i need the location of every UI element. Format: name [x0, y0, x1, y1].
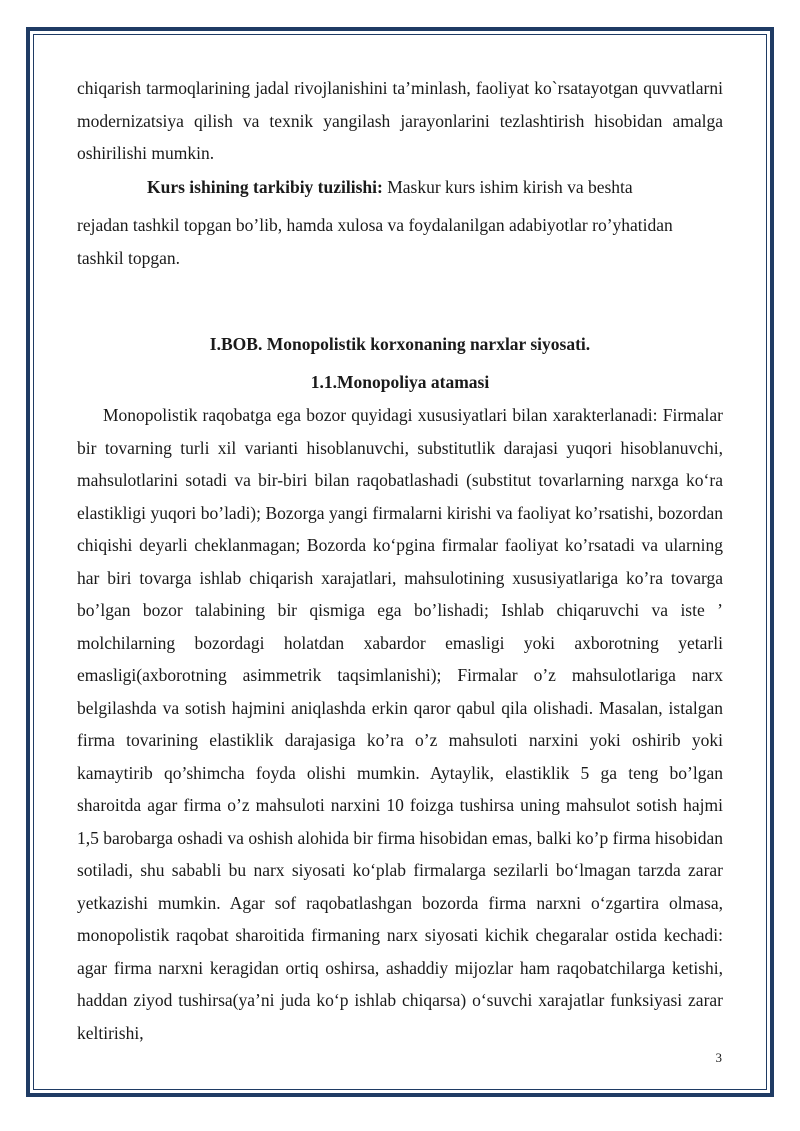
- document-body: [77, 72, 723, 1049]
- structure-continuation: rejadan tashkil topgan bo’lib, hamda xulosa va foydalanilgan adabiyotlar ro’yhatidan tashkil topgan.: [77, 215, 673, 268]
- main-paragraph: Monopolistik raqobatga ega bozor quyidagi xususiyatlari bilan xarakterlanadi: Firmalar bir tovarning turli xil varianti hisoblanuvchi, substitutlik darajasi yuqori hisoblanuvchi, mahsulotlarini sotadi va bir-biri bilan raqobatlashadi (substitut tovarlarning narxga ko‘ra elastikligi yuqori bo’ladi); Bozorga yangi firmalarni kirishi va faoliyat ko’rsatishi, bozordan chiqishi deyarli cheklanmagan; Bozorda ko‘pgina firmalar faoliyat ko’rsatadi va ularning har biri tovarga ishlab chiqarish xarajatlari, mahsulotining xususiyatlariga ko’ra tovarga bo’lgan bozor talabining bir qismiga ega bo’lishadi; Ishlab chiqaruvchi va iste ’ molchilarning bozordagi holatdan xabardor emasligi yoki axborotning yetarli emasligi(axborotning asimmetrik taqsimlanishi); Firmalar o’z mahsulotlariga narx belgilashda va sotish hajmini aniqlashda erkin qaror qabul qila olishadi. Masalan, istalgan firma tovarining elastiklik darajasiga ko’ra o’z mahsuloti narxini yoki oshirib yoki kamaytirib qo’shimcha foyda olishi mumkin. Aytaylik, elastiklik 5 ga teng bo’lgan sharoitda agar firma o’z mahsuloti narxini 10 foizga tushirsa uning mahsulot sotish hajmi 1,5 barobarga oshadi va oshish alohida bir firma hisobidan emas, balki ko’p firma hisobidan sotiladi, shu sababli bu narx siyosati ko‘plab firmalarga sezilarli bo‘lmagan tarzda zarar yetkazishi mumkin. Agar sof raqobatlashgan bozorda firma narxni o‘zgartira olmasa, monopolistik raqobat sharoitida firmaning narx siyosati kichik chegaralar ostida kechadi: agar firma narxni keragidan ortiq oshirsa, ashaddiy mijozlar ham raqobatchilarga ketishi, haddan ziyod tushirsa(ya’ni juda ko‘p ishlab chiqarsa) o‘suvchi xarajatlar funksiyasi zarar keltirishi,: [77, 405, 723, 1043]
- section-heading: 1.1.Monopoliya atamasi: [310, 371, 490, 392]
- structure-text: Maskur kurs ishim kirish va beshta: [382, 176, 633, 197]
- structure-paragraph: [77, 171, 723, 204]
- structure-label: Kurs ishining tarkibiy tuzilishi:: [147, 176, 383, 197]
- page-number: 3: [715, 1050, 722, 1065]
- chapter-heading: I.BOB. Monopolistik korxonaning narxlar siyosati.: [209, 334, 591, 354]
- continuation-paragraph: chiqarish tarmoqlarining jadal rivojlanishini ta’minlash, faoliyat ko`rsatayotgan quvvatlarni modernizatsiya qilish va texnik yangilash jarayonlarini tezlashtirish hisobidan amalga oshirilishi mumkin.: [77, 78, 723, 163]
